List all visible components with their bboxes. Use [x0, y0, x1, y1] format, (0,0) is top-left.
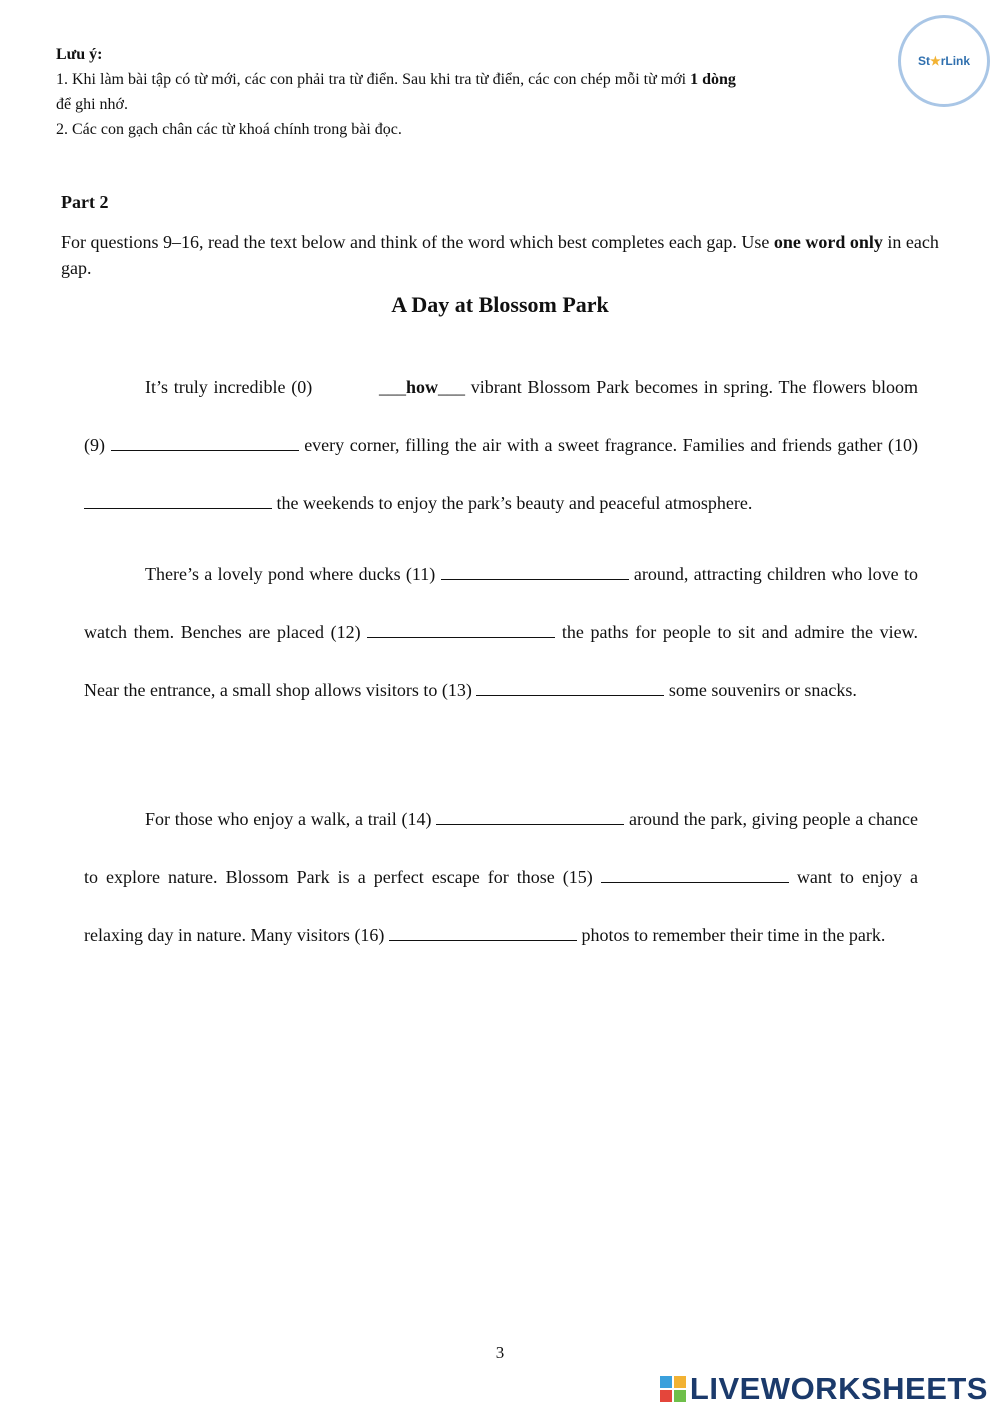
example-gap-0: ___how___: [379, 377, 466, 397]
star-icon: ★: [929, 54, 941, 68]
gap-9[interactable]: [111, 436, 299, 451]
gap-10[interactable]: [84, 494, 272, 509]
page-number: 3: [495, 1343, 505, 1362]
gap-14[interactable]: [436, 810, 624, 825]
instructions: For questions 9–16, read the text below and think of the word which best completes each gap. Use one word only in each gap.: [61, 232, 939, 278]
paragraph-2: There’s a lovely pond where ducks (11) around, attracting children who love to watch them. Benches are placed (12) the paths for people to sit and admire the view. Near the entrance, a small shop allows visitors to (13) some souvenirs or snacks.: [84, 564, 918, 700]
gap-11[interactable]: [441, 565, 629, 580]
liveworksheets-logo: [660, 1371, 988, 1407]
liveworksheets-brand: LIVEWORKSHEETS: [689, 1371, 988, 1406]
note-section: [56, 42, 876, 142]
starlink-logo: St ★ rLink: [898, 15, 990, 107]
gap-13[interactable]: [476, 681, 664, 696]
gap-15[interactable]: [601, 868, 789, 883]
note-line-1: 1. Khi làm bài tập có từ mới, các con phải tra từ điển. Sau khi tra từ điển, các con chép mỗi từ mới 1 dòng để ghi nhớ.: [56, 71, 736, 113]
part-label: Part 2: [61, 192, 109, 212]
gap-16[interactable]: [389, 926, 577, 941]
gap-12[interactable]: [367, 623, 555, 638]
note-line-2: 2. Các con gạch chân các từ khoá chính trong bài đọc.: [56, 121, 402, 138]
liveworksheets-blocks-icon: [660, 1376, 686, 1402]
paragraph-1: It’s truly incredible (0) ___how___ vibrant Blossom Park becomes in spring. The flowers bloom (9) every corner, filling the air with a sweet fragrance. Families and friends gather (10) the weekends to enjoy the park’s beauty and peaceful atmosphere.: [84, 358, 918, 532]
paragraph-3: For those who enjoy a walk, a trail (14) around the park, giving people a chance to explore nature. Blossom Park is a perfect escape for those (15) want to enjoy a relaxing day in nature. Many visitors (16) photos to remember their time in the park.: [84, 809, 918, 945]
passage-title: A Day at Blossom Park: [391, 292, 609, 317]
note-heading: Lưu ý:: [56, 46, 103, 63]
